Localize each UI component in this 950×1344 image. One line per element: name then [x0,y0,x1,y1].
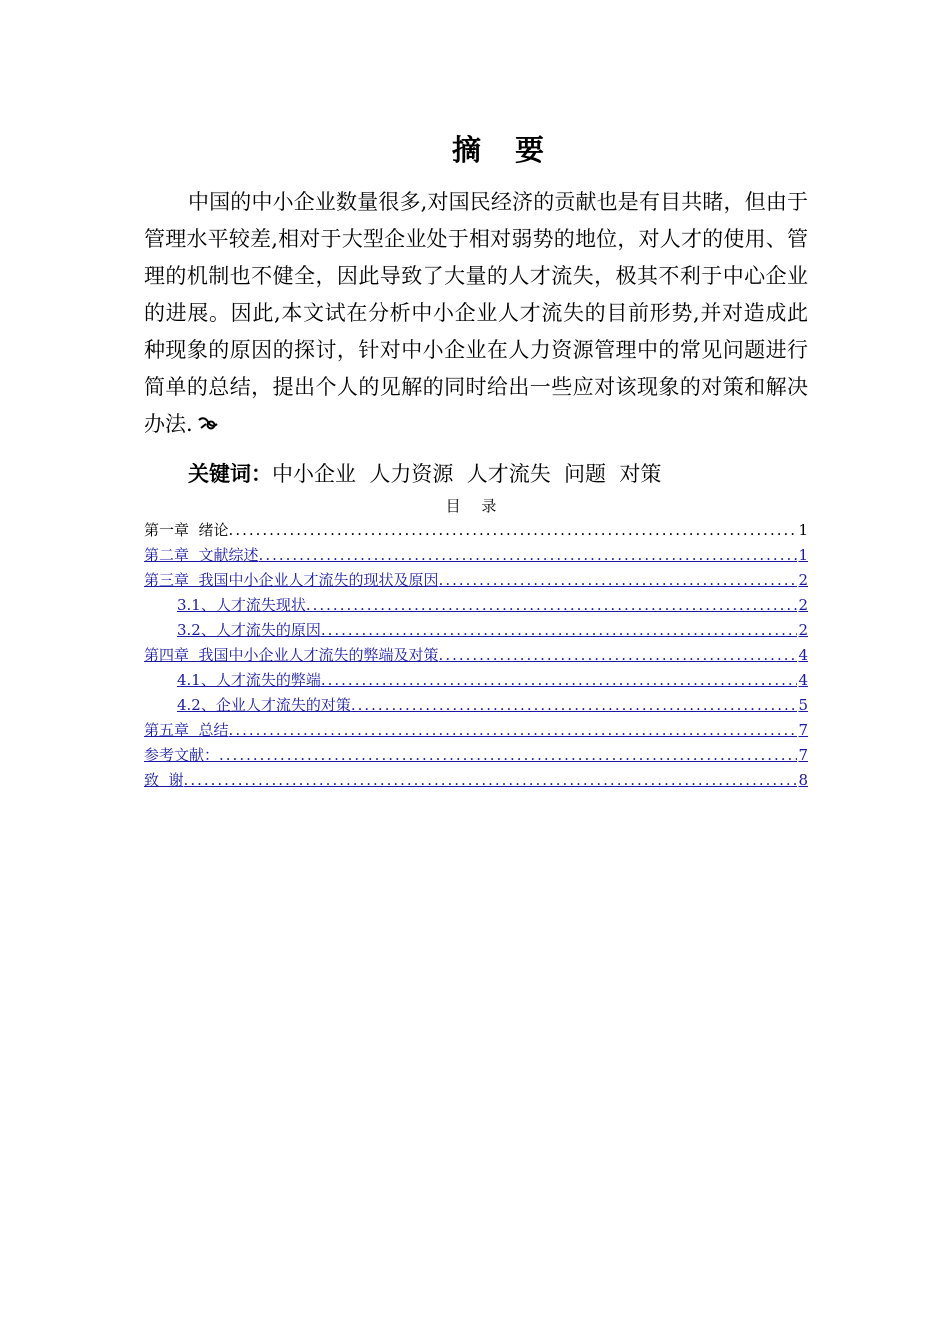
toc-entry-chapter-5[interactable] [144,718,808,743]
table-of-contents [144,518,808,793]
toc-entry-label: 第一章 绪论 [144,521,229,539]
toc-page-number: 7 [798,721,808,739]
toc-page-number: 5 [798,696,808,714]
toc-entry-label: 第二章 文献综述 [144,546,259,564]
page-title: 摘 要 [451,133,557,167]
toc-entry-section-3-1[interactable] [144,593,808,618]
toc-entry-label: 参考文献： [144,746,220,764]
toc-page-number: 7 [798,746,808,764]
abstract-text: 中国的中小企业数量很多,对国民经济的贡献也是有目共睹，但由于管理水平较差,相对于大型企业处于相对弱势的地位，对人才的使用、管理的机制也不健全，因此导致了大量的人才流失，极其不利于中心企业的进展。因此,本文试在分析中小企业人才流失的目前形势,并对造成此种现象的原因的探讨，针对中小企业在人力资源管理中的常见问题进行简单的总结，提出个人的见解的同时给出一些应对该现象的对策和解决办法. [144,190,808,436]
keywords-label: 关键词： [188,462,272,486]
toc-page-number: 2 [798,621,808,639]
toc-page-number: 2 [798,596,808,614]
toc-entry-references[interactable] [144,743,808,768]
toc-leader-dots [439,568,798,593]
toc-leader-dots [321,618,798,643]
toc-leader-dots [351,693,798,718]
toc-entry-label: 第四章 我国中小企业人才流失的弊端及对策 [144,646,439,664]
toc-page-number: 4 [798,671,808,689]
toc-entry-chapter-3[interactable] [144,568,808,593]
toc-leader-dots [321,668,798,693]
toc-leader-dots [306,593,798,618]
keywords-text: 中小企业 人力资源 人才流失 问题 对策 [272,462,662,486]
toc-leader-dots [219,743,797,768]
toc-title: 目 录 [445,497,505,515]
toc-entry-label: 3.1、人才流失现状 [177,596,306,614]
toc-entry-label: 4.1、人才流失的弊端 [177,671,321,689]
toc-page-number: 4 [798,646,808,664]
toc-entry-label: 4.2、企业人才流失的对策 [177,696,351,714]
toc-entry-chapter-4[interactable] [144,643,808,668]
toc-leader-dots [229,718,798,743]
toc-leader-dots [259,543,798,568]
toc-page-number: 2 [798,571,808,589]
toc-entry-label: 第三章 我国中小企业人才流失的现状及原因 [144,571,439,589]
toc-leader-dots [439,643,798,668]
toc-leader-dots [229,518,798,543]
end-ornament-icon [197,416,219,432]
toc-entry-section-4-1[interactable] [144,668,808,693]
toc-entry-chapter-2[interactable] [144,543,808,568]
toc-entry-chapter-1[interactable] [144,518,808,543]
toc-page-number: 1 [798,546,808,564]
toc-entry-label: 3.2、人才流失的原因 [177,621,321,639]
keywords-line [188,458,661,490]
toc-page-number: 8 [798,771,808,789]
toc-page-number: 1 [798,521,808,539]
toc-entry-label: 第五章 总结 [144,721,229,739]
toc-entry-acknowledgements[interactable] [144,768,808,793]
toc-entry-label: 致 谢 [144,771,184,789]
abstract-paragraph [144,184,808,443]
toc-leader-dots [184,768,798,793]
toc-entry-section-3-2[interactable] [144,618,808,643]
toc-entry-section-4-2[interactable] [144,693,808,718]
